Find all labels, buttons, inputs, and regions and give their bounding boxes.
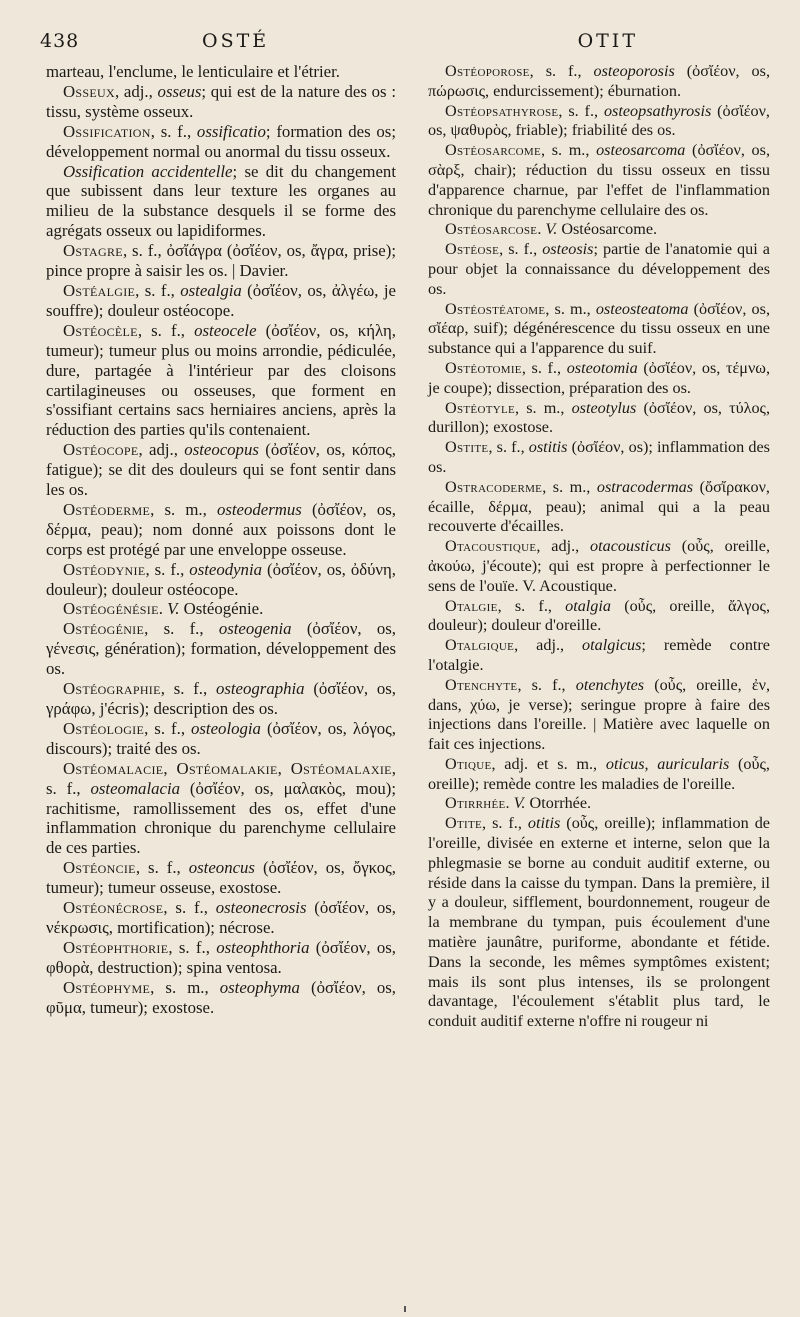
dictionary-entry	[46, 759, 396, 859]
entry-grammar: , adj.,	[114, 81, 158, 101]
entry-definition: (ὀσἴέον, os, λόγος, discours); traité des os.	[46, 718, 396, 758]
entry-grammar: , s. f.,	[529, 62, 594, 80]
entry-definition: (ὀσἴέον, os, ψαθυρὸς, friable); friabilité des os.	[428, 101, 770, 140]
dictionary-entry	[46, 560, 396, 600]
entry-grammar: .	[537, 220, 546, 239]
entry-definition: Ostéogénie.	[179, 599, 264, 619]
entry-grammar: , s. f.,	[135, 858, 189, 878]
entry-definition: (ὀσἴέον, os, ἀλγέω, je souffre); douleur ostéocope.	[46, 280, 396, 320]
dictionary-entry	[428, 636, 770, 676]
entry-grammar: , adj.,	[138, 440, 185, 460]
entry-headword: Ostéocèle	[63, 320, 138, 340]
dictionary-entry	[46, 122, 396, 162]
entry-definition: ; formation des os; développement normal ou anormal du tissu osseux.	[46, 121, 396, 161]
entry-latin: osteotylus	[571, 398, 637, 417]
entry-grammar: , adj.,	[536, 537, 591, 556]
dictionary-entry	[428, 102, 770, 142]
entry-grammar: , s. f.,	[499, 240, 543, 259]
entry-headword: Ostagre	[63, 241, 123, 261]
dictionary-entry	[46, 440, 396, 500]
entry-definition: (ὄσἴρακον, écaille, δέρμα, peau); animal qui a la peau recouverte d'écailles.	[428, 477, 770, 536]
dictionary-entry	[428, 755, 770, 795]
running-head-left: OSTÉ	[202, 30, 270, 52]
entry-headword: Ostéogénésie	[63, 599, 159, 619]
entry-grammar: , s. m.,	[540, 141, 597, 160]
entry-definition: (οὖς, oreille, ἄλγος, douleur); douleur d'oreille.	[428, 596, 770, 635]
entry-latin: Ossification accidentelle	[63, 161, 233, 181]
entry-grammar: , s. f.,	[482, 814, 528, 833]
entry-latin: ossificatio	[196, 121, 266, 141]
entry-headword: Ostéosarcome	[445, 141, 541, 160]
right-column	[428, 62, 770, 1032]
entry-latin: ostracodermas	[596, 477, 694, 496]
entry-grammar: , s. f.,	[144, 619, 219, 639]
entry-definition: (ὀσἴέον, os, ὄγκος, tumeur); tumeur osseuse, exostose.	[46, 858, 396, 898]
entry-definition: (ὀσἴέον, os, κήλη, tumeur); tumeur plus ou moins arrondie, pédiculée, dure, partagée à l'intérieur par des cloisons cartilagineuses ou osseuses, que forment en s'ossifiant certains sacs herniaires anciens, après la réduction des parties qu'ils contenaient.	[46, 320, 396, 440]
dictionary-entry	[428, 478, 770, 537]
entry-latin: osteographia	[215, 679, 305, 699]
left-column	[46, 62, 396, 1018]
entry-latin: osteophthoria	[216, 937, 310, 957]
entry-headword: Ostéoncie	[63, 858, 136, 878]
entry-grammar: .	[505, 794, 514, 813]
dictionary-entry	[46, 241, 396, 281]
entry-latin: otalgia	[565, 596, 611, 615]
entry-latin: osteonecrosis	[215, 898, 307, 918]
entry-headword: Osseux	[63, 81, 115, 101]
entry-grammar: , s. m.,	[515, 398, 572, 417]
entry-headword: Ostéoderme	[63, 499, 151, 519]
entry-text: marteau, l'enclume, le lenticulaire et l'étrier.	[46, 62, 340, 81]
entry-headword: Ostéophthorie	[63, 937, 169, 957]
entry-latin: otalgicus	[582, 636, 642, 655]
entry-grammar: , s. f.,	[497, 596, 566, 615]
dictionary-entry	[428, 537, 770, 596]
entry-grammar: , s. f.,	[135, 280, 181, 300]
dictionary-entry	[46, 679, 396, 719]
entry-latin: osteocele	[194, 320, 257, 340]
entry-headword: Ostéographie	[63, 679, 161, 699]
dictionary-entry	[46, 599, 396, 619]
entry-headword: Otirrhée	[445, 794, 506, 813]
entry-latin: osteopsathyrosis	[603, 101, 712, 120]
entry-definition: (οὖς, oreille, ἀκούω, j'écoute); qui est propre à perfectionner le sens de l'ouïe. V. Acoustique.	[428, 537, 770, 595]
entry-headword: Otalgie	[445, 596, 498, 615]
entry-definition: (ὀσἴέον, os, φῦμα, tumeur); exostose.	[46, 977, 396, 1017]
entry-definition: (ὀσἴέον, os, πώρωσις, endurcissement); éburnation.	[428, 62, 770, 100]
dictionary-entry	[428, 676, 770, 755]
dictionary-entry	[428, 62, 770, 102]
entry-definition: (ὀσἴέον, os, σἴέαρ, suif); dégénérescence du tissu osseux en une substance qui a l'apparence du suif.	[428, 299, 770, 358]
entry-definition: (οὖς, oreille); inflammation de l'oreille, divisée en externe et interne, selon que la phlegmasie se borne au conduit auditif externe, ou réside dans la caisse du tympan. Dans la première, il y a douleur, sifflement, bourdonnement, rougeur de la membrane du tympan, puis écoulement d'une matière jaunâtre, puriforme, abondante et fétide. Dans la seconde, les mêmes symptômes existent; mais ils sont plus intenses, ils se prolongent davantage, l'écoulement s'établit plus tard, le conduit auditif externe n'offre ni rougeur ni	[428, 814, 770, 1031]
entry-definition: Otorrhée.	[525, 794, 592, 813]
running-head-right: OTIT	[577, 30, 638, 52]
entry-definition: (ὀσἴέον, os, ὀδύνη, douleur); douleur ostéocope.	[46, 559, 396, 599]
dictionary-entry	[46, 898, 396, 938]
entry-grammar: , s. f.,	[163, 898, 216, 918]
entry-headword: Ostite	[445, 438, 489, 457]
dictionary-entry	[428, 240, 770, 299]
entry-headword: Otique	[445, 754, 492, 773]
entry-headword: Ostéocope	[63, 440, 139, 460]
entry-latin: V.	[545, 220, 558, 239]
entry-headword: Ostéotyle	[445, 398, 515, 417]
entry-headword: Otenchyte	[445, 675, 518, 694]
dictionary-entry	[428, 300, 770, 359]
entry-grammar: , adj.,	[514, 636, 583, 655]
entry-grammar: , s. f.,	[46, 758, 396, 798]
entry-latin: osteoncus	[188, 858, 255, 878]
entry-latin: otitis	[527, 814, 561, 833]
entry-definition: (ὀσἴέον, os, νέκρωσις, mortification); nécrose.	[46, 898, 396, 937]
entry-definition: Ostéosarcome.	[557, 220, 658, 239]
page-header	[40, 30, 766, 60]
dictionary-entry	[428, 220, 770, 240]
entry-grammar: , s. f.,	[122, 241, 167, 261]
entry-headword: Otalgique	[445, 636, 515, 655]
entry-continuation	[46, 62, 396, 82]
entry-headword: Ostéophyme	[63, 977, 151, 997]
entry-definition: (ὀσἴέον, os, κόπος, fatigue); se dit des douleurs qui se font sentir dans les os.	[46, 440, 396, 500]
entry-grammar: , s. m.,	[150, 499, 217, 519]
entry-latin: V.	[513, 794, 526, 813]
dictionary-entry	[428, 141, 770, 220]
dictionary-entry	[46, 978, 396, 1018]
entry-definition: (οὖς, oreille, ἐν, dans, χύω, je verse); seringue propre à faire des injections dans l'oreille. | Matière avec laquelle on fait ces injections.	[428, 675, 770, 754]
entry-latin: osteosis	[542, 240, 594, 259]
entry-latin: osteocopus	[184, 440, 259, 460]
entry-grammar: , s. f.,	[144, 718, 192, 738]
entry-headword: Ostéalgie	[63, 280, 136, 300]
entry-definition: (ὀσἴέον, os, γράφω, j'écris); description des os.	[46, 679, 396, 718]
entry-definition: (ὀσἴέον, os, φθορὰ, destruction); spina ventosa.	[46, 937, 396, 977]
dictionary-entry	[46, 858, 396, 898]
entry-headword: Ostéose	[445, 240, 500, 259]
entry-grammar: , s. m.,	[150, 977, 220, 997]
dictionary-entry	[46, 938, 396, 978]
entry-headword: Ostéoporose	[445, 62, 530, 80]
entry-grammar: , s. f.,	[168, 937, 217, 957]
entry-latin: osteomalacia	[90, 778, 181, 798]
entry-latin: osteosteatoma	[595, 299, 689, 318]
entry-grammar: , s. f.,	[517, 675, 576, 694]
dictionary-entry	[46, 321, 396, 440]
entry-definition: (ὀσἴέον, os, δέρμα, peau); nom donné aux poissons dont le corps est protégé par une enveloppe osseuse.	[46, 499, 396, 559]
entry-grammar: , s. m.,	[542, 477, 597, 496]
entry-definition: ; remède contre l'otalgie.	[428, 636, 770, 674]
entry-grammar: , s. f.,	[488, 438, 529, 457]
dictionary-entry	[428, 399, 770, 439]
entry-headword: Ostracoderme	[445, 477, 543, 496]
entry-grammar: , s. f.,	[145, 559, 190, 579]
entry-latin: osteodynia	[189, 559, 263, 579]
entry-headword: Ostéonécrose	[63, 898, 164, 918]
entry-headword: Ostéologie	[63, 718, 145, 738]
entry-definition: ; qui est de la nature des os : tissu, système osseux.	[46, 81, 396, 121]
entry-headword: Ostéomalacie, Ostéomalakie, Ostéomalaxie	[63, 758, 392, 778]
dictionary-entry	[46, 619, 396, 679]
entry-definition: (ὀσἴέον, os, μαλακὸς, mou); rachitisme, ramollissement des os, effet d'une inflammation chronique du parenchyme cellulaire de ces parties.	[46, 778, 396, 858]
entry-latin: osteotomia	[566, 358, 638, 377]
entry-definition: (ὀσἴέον, os, γένεσις, génération); formation, développement des os.	[46, 619, 396, 679]
entry-latin: V.	[167, 599, 180, 619]
dictionary-entry	[428, 359, 770, 399]
entry-grammar: , s. f.,	[150, 121, 197, 141]
entry-headword: Otite	[445, 814, 483, 833]
entry-definition: (οὖς, oreille); remède contre les maladies de l'oreille.	[428, 754, 770, 793]
entry-definition: (ὀσἴέον, os, τέμνω, je coupe); dissection, préparation des os.	[428, 358, 770, 397]
entry-headword: Ostéogénie	[63, 619, 145, 639]
entry-latin: osseus	[157, 81, 202, 101]
dictionary-entry	[428, 794, 770, 814]
entry-latin: osteophyma	[219, 977, 300, 997]
dictionary-entry	[46, 281, 396, 321]
entry-latin: osteoporosis	[593, 62, 675, 80]
entry-definition: ; partie de l'anatomie qui a pour objet la connaissance du développement des os.	[428, 240, 770, 298]
entry-grammar: , s. f.,	[558, 101, 604, 120]
entry-grammar: , s. f.,	[160, 679, 216, 699]
entry-grammar: , adj. et s. m.,	[491, 754, 606, 773]
entry-latin: osteologia	[191, 718, 261, 738]
entry-headword: Ostéopsathyrose	[445, 101, 559, 120]
dictionary-entry	[46, 162, 396, 242]
dictionary-entry	[428, 814, 770, 1032]
entry-latin: osteosarcoma	[596, 141, 686, 160]
entry-definition: (ὀσἴέον, os, τύλος, durillon); exostose.	[428, 398, 770, 437]
entry-headword: Ossification	[63, 121, 151, 141]
dictionary-entry	[46, 500, 396, 560]
entry-definition: ὀσἴάγρα (ὀσἴέον, os, ἄγρα, prise); pince propre à saisir les os. | Davier.	[46, 241, 396, 281]
entry-headword: Otacoustique	[445, 537, 537, 556]
page-mark	[404, 1306, 406, 1312]
entry-grammar: .	[158, 599, 168, 619]
page-number: 438	[40, 30, 80, 52]
entry-latin: osteodermus	[216, 499, 302, 519]
entry-latin: oticus, auricularis	[605, 754, 730, 773]
dictionary-entry	[428, 597, 770, 637]
dictionary-entry	[428, 438, 770, 478]
entry-headword: Ostéodynie	[63, 559, 146, 579]
entry-headword: Ostéostéatome	[445, 299, 546, 318]
entry-latin: otenchytes	[575, 675, 645, 694]
entry-latin: ostealgia	[180, 280, 242, 300]
entry-definition: ; se dit du changement que subissent dans leur texture les organes au milieu de la substance desquels il se forme des agrégats osseux ou lapidiformes.	[46, 161, 396, 241]
entry-definition: (ὀσἴέον, os); inflammation des os.	[428, 438, 770, 476]
entry-headword: Ostéosarcose	[445, 220, 538, 239]
dictionary-entry	[46, 82, 396, 122]
entry-latin: ostitis	[528, 438, 568, 457]
entry-grammar: , s. m.,	[545, 299, 596, 318]
entry-grammar: , s. f.,	[137, 320, 195, 340]
entry-definition: (ὀσἴέον, os, σὰρξ, chair); réduction du tissu osseux en tissu d'apparence charnue, par l'effet de l'inflammation chronique du parenchyme cellulaire des os.	[428, 141, 770, 219]
dictionary-entry	[46, 719, 396, 759]
entry-headword: Ostéotomie	[445, 358, 522, 377]
entry-latin: otacousticus	[590, 537, 671, 556]
entry-latin: osteogenia	[218, 619, 292, 639]
entry-grammar: , s. f.,	[521, 358, 567, 377]
